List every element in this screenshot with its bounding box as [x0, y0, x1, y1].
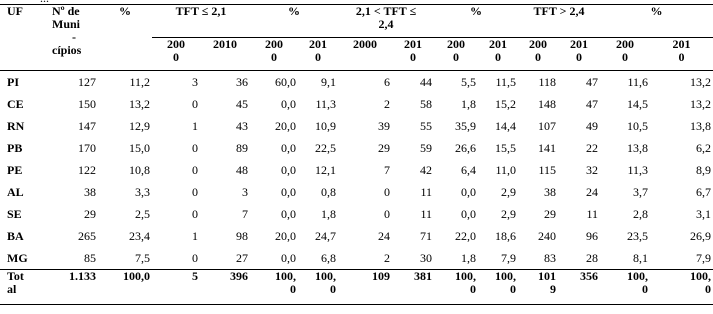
- table-cell: 0,0: [281, 141, 296, 155]
- total-label: [0, 270, 42, 305]
- col-n-municipios-line4: cípios: [52, 43, 82, 57]
- table-cell: 22: [586, 141, 599, 155]
- total-cell: [98, 270, 152, 305]
- table-cell: 58: [420, 97, 433, 111]
- col-n-municipios-line3: -: [72, 30, 76, 44]
- year-header-cell: [152, 38, 200, 71]
- table-cell: 22,5: [315, 141, 336, 155]
- year-header-part: 0: [622, 50, 629, 64]
- total-cell: [152, 270, 200, 305]
- table-cell: 11,6: [627, 75, 649, 89]
- table-cell: 0: [192, 185, 198, 199]
- year-header-part: 0: [271, 50, 277, 64]
- table-cell: 11,3: [627, 163, 649, 177]
- table-cell: 6,8: [321, 251, 336, 265]
- table-cell: 47: [586, 75, 599, 89]
- table-cell: 15,5: [495, 141, 517, 155]
- table-cell: 14,4: [495, 119, 517, 133]
- table-cell: 2: [384, 97, 390, 111]
- year-header-part: 2010: [213, 37, 237, 51]
- table-cell: 13,2: [690, 97, 712, 111]
- table-cell: 2: [384, 251, 390, 265]
- total-cell-part: 101: [538, 269, 557, 283]
- table-cell: 0: [384, 185, 390, 199]
- year-header-cell: [558, 38, 600, 71]
- table-cell: 3,3: [135, 185, 150, 199]
- table-cell: 42: [420, 163, 433, 177]
- table-row: [0, 225, 713, 247]
- total-cell-part: 100,: [455, 269, 477, 283]
- year-header-part: 201: [489, 37, 508, 51]
- total-row: [0, 270, 713, 305]
- table-cell: 0,0: [281, 163, 296, 177]
- table-cell: 7,9: [696, 251, 712, 265]
- table-cell: 48: [236, 163, 248, 177]
- table-cell: 6,2: [696, 141, 712, 155]
- table-cell: 83: [544, 251, 557, 265]
- year-header-part: 2000: [353, 37, 377, 51]
- table-cell: 14,5: [627, 97, 649, 111]
- year-header-cell: [478, 38, 518, 71]
- table-cell: 3,1: [696, 207, 712, 221]
- year-header-part: 0: [576, 50, 583, 64]
- table-cell: 12,9: [129, 119, 150, 133]
- year-header-part: 0: [678, 50, 685, 64]
- year-header-cell: [392, 38, 434, 71]
- table-cell: 150: [78, 97, 96, 111]
- table-cell: 89: [236, 141, 248, 155]
- table-cell: 45: [236, 97, 248, 111]
- table-cell: 10,9: [315, 119, 336, 133]
- year-header-part: 200: [447, 37, 466, 51]
- table-cell: 96: [586, 229, 599, 243]
- table-cell: 107: [538, 119, 557, 133]
- table-cell: 22,0: [455, 229, 477, 243]
- table-cell: 49: [586, 119, 599, 133]
- year-header-part: 200: [265, 37, 283, 51]
- total-cell-part: 0: [470, 282, 477, 296]
- table-cell: 7: [384, 163, 390, 177]
- total-cell-part: 0: [290, 282, 296, 296]
- table-cell: 1,8: [321, 207, 336, 221]
- col-tft-mid-line1: 2,1 < TFT ≤: [355, 4, 417, 18]
- year-header-part: 200: [529, 37, 548, 51]
- table-cell: 0,0: [281, 251, 296, 265]
- table-cell: 27: [236, 251, 248, 265]
- table-cell: 85: [84, 251, 96, 265]
- table-cell: 3: [242, 185, 248, 199]
- table-cell: 29: [378, 141, 390, 155]
- table-cell: 2,8: [633, 207, 649, 221]
- total-cell: [392, 270, 434, 305]
- table-cell: 28: [586, 251, 599, 265]
- table-cell: 11,2: [129, 75, 150, 89]
- table-cell: 13,8: [627, 141, 649, 155]
- state-code: RN: [7, 119, 25, 133]
- total-cell-part: 9: [550, 282, 557, 296]
- state-code: PI: [7, 75, 19, 89]
- table-cell: 11: [420, 185, 433, 199]
- table-cell: 0,0: [461, 185, 477, 199]
- table-cell: 20,0: [275, 119, 296, 133]
- year-header-part: 0: [495, 50, 502, 64]
- year-header-cell: [518, 38, 558, 71]
- table-cell: 11,3: [315, 97, 336, 111]
- table-cell: 12,1: [315, 163, 336, 177]
- table-cell: 7,9: [501, 251, 517, 265]
- table-row: [0, 137, 713, 159]
- total-cell: [650, 270, 713, 305]
- table-cell: 0,0: [461, 207, 477, 221]
- col-pct-low: %: [288, 4, 300, 18]
- table-cell: 55: [420, 119, 433, 133]
- state-code: SE: [7, 207, 22, 221]
- table-cell: 2,9: [501, 207, 517, 221]
- table-cell: 8,1: [633, 251, 649, 265]
- table-cell: 9,1: [321, 75, 336, 89]
- table-cell: 13,2: [690, 75, 712, 89]
- state-code: PB: [7, 141, 23, 155]
- table-cell: 6,7: [696, 185, 712, 199]
- col-pct-mid: %: [470, 4, 483, 18]
- total-cell: [338, 270, 392, 305]
- table-cell: 0,0: [281, 185, 296, 199]
- table-cell: 0,0: [281, 207, 296, 221]
- total-cell-part: 356: [580, 269, 599, 283]
- total-cell-part: 100,0: [123, 269, 150, 283]
- table-cell: 7,5: [135, 251, 150, 265]
- table-cell: 24,7: [315, 229, 336, 243]
- total-label-line1: Tot: [7, 269, 24, 283]
- table-cell: 60,0: [275, 75, 296, 89]
- table-cell: 141: [538, 141, 557, 155]
- table-cell: 18,6: [495, 229, 517, 243]
- table-cell: 1: [192, 119, 198, 133]
- table-cell: 11: [420, 207, 433, 221]
- year-header-part: 0: [453, 50, 460, 64]
- col-n-municipios: [42, 5, 98, 71]
- year-header-cell: [200, 38, 250, 71]
- total-cell-part: 100,: [690, 269, 712, 283]
- total-cell-part: 0: [642, 282, 649, 296]
- table-cell: 1,8: [461, 97, 477, 111]
- table-cell: 39: [378, 119, 390, 133]
- col-tft-high: TFT > 2,4: [533, 4, 585, 18]
- total-cell: [478, 270, 518, 305]
- table-row: [0, 71, 713, 94]
- year-header-part: 201: [672, 37, 691, 51]
- table-cell: 44: [420, 75, 433, 89]
- table-cell: 11: [586, 207, 599, 221]
- table-body: [0, 71, 713, 270]
- year-header-part: 200: [167, 37, 185, 51]
- year-header-cell: [250, 38, 298, 71]
- table-cell: 8,9: [696, 163, 712, 177]
- total-cell: [558, 270, 600, 305]
- year-header-cell: [338, 38, 392, 71]
- table-cell: 118: [538, 75, 557, 89]
- table-cell: 147: [78, 119, 96, 133]
- total-cell-part: 0: [330, 282, 336, 296]
- year-header-part: 0: [173, 50, 179, 64]
- state-code: PE: [7, 163, 23, 177]
- state-code: BA: [7, 229, 24, 243]
- table-cell: 0: [192, 163, 198, 177]
- table-cell: 23,4: [129, 229, 150, 243]
- table-row: [0, 159, 713, 181]
- table-cell: 0,0: [281, 97, 296, 111]
- table-cell: 2,9: [501, 185, 517, 199]
- table-cell: 29: [544, 207, 557, 221]
- table-cell: 0: [192, 251, 198, 265]
- year-header-part: 201: [404, 37, 422, 51]
- table-cell: 43: [236, 119, 248, 133]
- col-n-municipios-line2: Muni: [52, 17, 81, 31]
- total-cell: [518, 270, 558, 305]
- table-cell: 10,5: [627, 119, 649, 133]
- table-cell: 240: [538, 229, 557, 243]
- total-cell: [250, 270, 298, 305]
- table-cell: 15,0: [129, 141, 150, 155]
- year-header-cell: [650, 38, 713, 71]
- table-cell: 11,5: [495, 75, 517, 89]
- table-cell: 0: [192, 141, 198, 155]
- col-tft-mid: [338, 5, 434, 38]
- total-cell-part: 381: [414, 269, 433, 283]
- year-header-part: 0: [315, 50, 321, 64]
- total-cell: [42, 270, 98, 305]
- year-header-part: 201: [570, 37, 589, 51]
- table-cell: 38: [84, 185, 96, 199]
- year-header-cell: [600, 38, 650, 71]
- year-header-part: 0: [535, 50, 542, 64]
- table-cell: 122: [78, 163, 96, 177]
- table-cell: 24: [378, 229, 390, 243]
- total-cell: [434, 270, 478, 305]
- total-cell: [600, 270, 650, 305]
- total-cell-part: 0: [510, 282, 517, 296]
- table-row: [0, 247, 713, 270]
- year-header-part: 201: [309, 37, 327, 51]
- total-cell-part: 100,: [627, 269, 649, 283]
- table-cell: 2,5: [135, 207, 150, 221]
- table-cell: 7: [242, 207, 248, 221]
- table-cell: 47: [586, 97, 599, 111]
- table-cell: 29: [84, 207, 96, 221]
- total-cell-part: 5: [192, 269, 198, 283]
- table-cell: 265: [78, 229, 96, 243]
- table-cell: 20,0: [275, 229, 296, 243]
- col-uf: UF: [0, 5, 42, 71]
- table-cell: 23,5: [627, 229, 649, 243]
- table-cell: 24: [586, 185, 599, 199]
- year-header-cell: [434, 38, 478, 71]
- table-cell: 6,4: [461, 163, 477, 177]
- table-cell: 0: [384, 207, 390, 221]
- table-cell: 5,5: [461, 75, 477, 89]
- table-cell: 30: [420, 251, 433, 265]
- col-tft-low: TFT ≤ 2,1: [175, 4, 227, 18]
- state-code: CE: [7, 97, 24, 111]
- total-cell-part: 100,: [275, 269, 296, 283]
- table-cell: 13,2: [129, 97, 150, 111]
- col-n-municipios-line1: Nº de: [52, 4, 80, 18]
- total-cell-part: 396: [230, 269, 248, 283]
- state-code: MG: [7, 251, 28, 265]
- table-cell: 98: [236, 229, 248, 243]
- table-row: [0, 115, 713, 137]
- table-cell: 59: [420, 141, 433, 155]
- table-cell: 0,8: [321, 185, 336, 199]
- year-header-cell: [298, 38, 338, 71]
- year-header-part: 200: [616, 37, 635, 51]
- table-cell: 36: [236, 75, 248, 89]
- total-cell-part: 0: [705, 282, 712, 296]
- table-cell: 115: [538, 163, 557, 177]
- total-label-line2: al: [7, 282, 17, 296]
- table-cell: 71: [420, 229, 433, 243]
- total-cell-part: 109: [372, 269, 390, 283]
- table-cell: 26,9: [690, 229, 712, 243]
- year-header-part: 0: [410, 50, 416, 64]
- table-cell: 1,8: [461, 251, 477, 265]
- table-cell: 148: [538, 97, 557, 111]
- table-cell: 11,0: [495, 163, 517, 177]
- total-cell: [200, 270, 250, 305]
- total-cell-part: 100,: [495, 269, 517, 283]
- total-cell-part: 100,: [315, 269, 336, 283]
- table-row: [0, 203, 713, 225]
- total-cell-part: 1.133: [69, 269, 96, 283]
- table-row: [0, 181, 713, 203]
- table-cell: 13,8: [690, 119, 712, 133]
- table-cell: 15,2: [495, 97, 517, 111]
- table-cell: 1: [192, 229, 198, 243]
- table-cell: 38: [544, 185, 557, 199]
- table-cell: 3,7: [633, 185, 649, 199]
- col-pct: %: [98, 5, 152, 71]
- table-cell: 10,8: [129, 163, 150, 177]
- state-code: AL: [7, 185, 24, 199]
- table-row: [0, 93, 713, 115]
- table-cell: 35,9: [455, 119, 477, 133]
- table-cell: 170: [78, 141, 96, 155]
- table-cell: 6: [384, 75, 390, 89]
- table-cell: 3: [192, 75, 198, 89]
- col-tft-mid-line2: 2,4: [378, 17, 394, 31]
- table-cell: 127: [78, 75, 96, 89]
- col-pct-high: %: [650, 4, 663, 18]
- table-cell: 26,6: [455, 141, 477, 155]
- table-cell: 0: [192, 207, 198, 221]
- table-cell: 32: [586, 163, 599, 177]
- total-cell: [298, 270, 338, 305]
- tft-table: [0, 4, 713, 305]
- table-cell: 0: [192, 97, 198, 111]
